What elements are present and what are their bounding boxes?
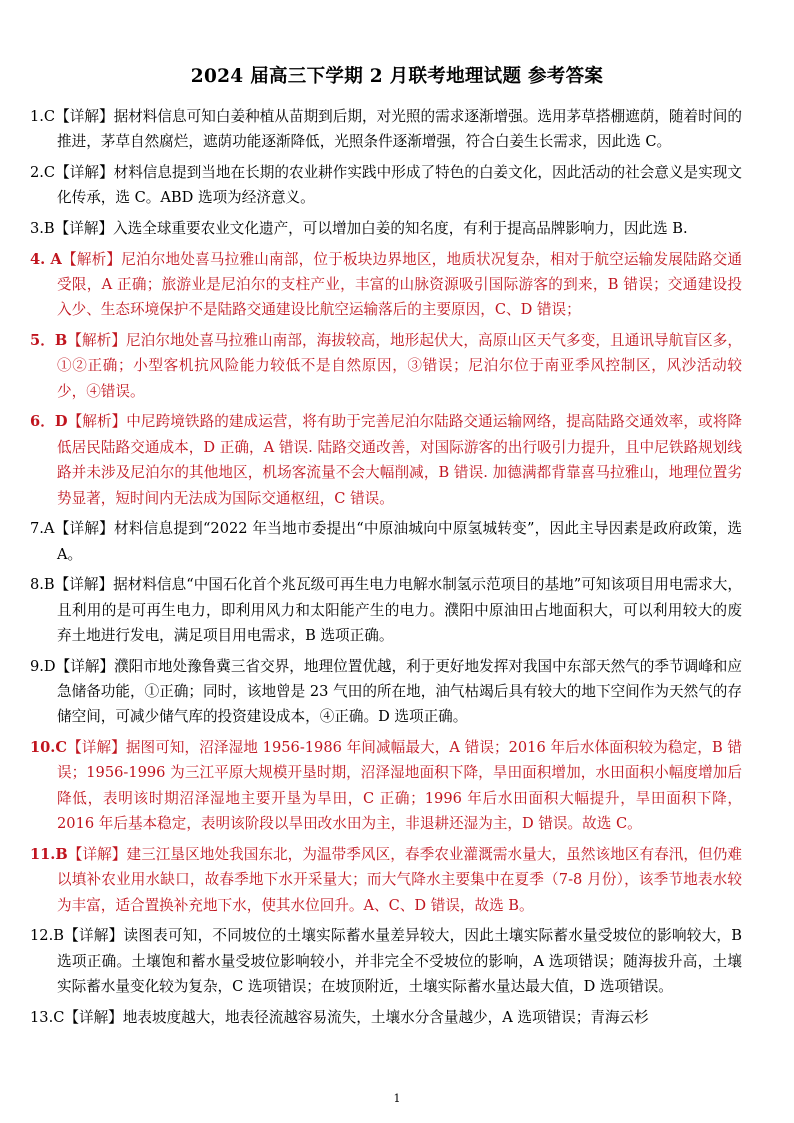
answer-item [30,247,742,323]
answer-text: 尼泊尔地处喜马拉雅山南部，海拔较高，地形起伏大，高原山区天气多变，且通讯导航盲区多，①②正确；小型客机抗风险能力较低不是自然原因，③错误；尼泊尔位于南亚季风控制区，风沙活动较少，④错误。 [57,332,742,400]
answer-text: 据材料信息可知白姜种植从苗期到后期，对光照的需求逐渐增强。选用茅草搭棚遮荫，随着时间的推进，茅草自然腐烂，遮荫功能逐渐降低，光照条件逐渐增强，符合白姜生长需求，因此选 C。 [57,108,742,151]
answer-item [30,104,742,155]
answer-tag: 【解析】 [67,413,127,431]
answer-item [30,923,742,999]
answer-number: 7.A [30,520,55,538]
answer-number: 1.C [30,108,56,125]
answer-text: 入选全球重要农业文化遗产，可以增加白姜的知名度，有利于提高品牌影响力，因此选 B. [113,220,688,237]
answer-number: 4. A [30,250,62,268]
answer-tag: 【详解】 [67,739,126,757]
answer-item [30,328,742,404]
answer-tag: 【详解】 [54,520,115,538]
answer-list [30,104,742,1035]
answer-text: 中尼跨境铁路的建成运营，将有助于完善尼泊尔陆路交通运输网络，提高陆路交通效率，或将降低居民陆路交通成本，D 正确，A 错误. 陆路交通改善，对国际游客的出行吸引力提升，且中尼铁路规划线路并未涉及尼泊尔的其他地区，机场客流量不会大幅削减，B 错误. 加德满都背靠喜马拉雅山，地理位置劣势显著，短时间内无法成为国际交通枢纽，C 错误。 [57,413,742,507]
answer-text: 读图表可知，不同坡位的土壤实际蓄水量差异较大，因此土壤实际蓄水量受坡位的影响较大，B 选项正确。土壤饱和蓄水量受坡位影响较小，并非完全不受坡位的影响，A 选项错误；随海拔升高，土壤实际蓄水量变化较为复杂，C 选项错误；在坡顶附近，土壤实际蓄水量达最大值，D 选项错误。 [57,927,742,996]
answer-tag: 【详解】 [67,845,127,863]
answer-number: 5．B [30,332,68,349]
answer-tag: 【详解】 [63,927,124,945]
answer-number: 12.B [30,927,64,945]
answer-tag: 【详解】 [55,108,114,125]
answer-number: 6．D [30,413,68,431]
answer-item [30,1005,742,1030]
page-number: 1 [393,1092,401,1105]
answer-item [30,654,742,730]
answer-number: 3.B [30,220,55,237]
answer-number: 8.B [30,576,55,594]
answer-item [30,516,742,567]
answer-text: 据图可知，沼泽湿地 1956-1986 年间减幅最大，A 错误；2016 年后水体面积较为稳定，B 错误；1956-1996 为三江平原大规模开垦时期，沼泽湿地面积下降，旱田面积增加，水田面积小幅度增加后降低，表明该时期沼泽湿地主要开垦为旱田，C 正确；1996 年后水田面积大幅提升，旱田面积下降，2016 年后基本稳定，表明该阶段以旱田改水田为主，非退耕还湿为主，D 错误。故选 C。 [57,739,742,833]
answer-number: 11.B [30,845,68,863]
answer-tag: 【详解】 [64,1008,123,1026]
answer-text: 据材料信息“中国石化首个兆瓦级可再生电力电解水制氢示范项目的基地”可知该项目用电需求大，且利用的是可再生电力，即利用风力和太阳能产生的电力。濮阳中原油田占地面积大，可以利用较大的废弃土地进行发电，满足项目用电需求，B 选项正确。 [57,576,742,645]
answer-tag: 【详解】 [55,657,115,675]
answer-text: 尼泊尔地处喜马拉雅山南部，位于板块边界地区，地质状况复杂，相对于航空运输发展陆路交通受限，A 正确；旅游业是尼泊尔的支柱产业，丰富的山脉资源吸引国际游客的到来，B 错误；交通建设投入少、生态环境保护不是陆路交通建设比航空运输落后的主要原因，C、D 错误； [57,250,742,319]
answer-tag: 【解析】 [67,332,126,349]
answer-text: 材料信息提到当地在长期的农业耕作实践中形成了特色的白姜文化，因此活动的社会意义是实现文化传承，选 C。ABD 选项为经济意义。 [57,164,742,207]
answer-item [30,842,742,918]
answer-item [30,572,742,648]
answer-item [30,735,742,837]
answer-tag: 【详解】 [54,220,114,237]
answer-tag: 【详解】 [54,576,114,594]
answer-number: 9.D [30,657,56,675]
answer-tag: 【详解】 [55,164,114,181]
answer-item [30,160,742,211]
answer-item [30,216,742,241]
answer-tag: 【解析】 [61,250,122,268]
answer-text: 建三江垦区地处我国东北，为温带季风区，春季农业灌溉需水量大，虽然该地区有春汛，但仍难以填补农业用水缺口，故春季地下水开采量大；而大气降水主要集中在夏季（7-8 月份），该季节地表水较为丰富，适合置换补充地下水，使其水位回升。A、C、D 错误，故选 B。 [57,845,742,914]
answer-text: 材料信息提到“2022 年当地市委提出“中原油城向中原氢城转变”，因此主导因素是政府政策，选 A。 [57,520,742,563]
answer-number: 13.C [30,1008,65,1026]
answer-text: 濮阳市地处豫鲁冀三省交界，地理位置优越，利于更好地发挥对我国中东部天然气的季节调峰和应急储备功能，①正确；同时，该地曾是 23 气田的所在地，油气枯竭后具有较大的地下空间作为天然气的存储空间，可减少储气库的投资建设成本，④正确。D 选项正确。 [57,657,742,726]
answer-item [30,409,742,511]
page-title: 2024 届高三下学期 2 月联考地理试题 参考答案 [190,66,604,87]
answer-text: 地表坡度越大，地表径流越容易流失，土壤水分含量越少，A 选项错误；青海云杉 [122,1008,649,1026]
answer-number: 2.C [30,164,56,181]
answer-number: 10.C [30,739,68,757]
